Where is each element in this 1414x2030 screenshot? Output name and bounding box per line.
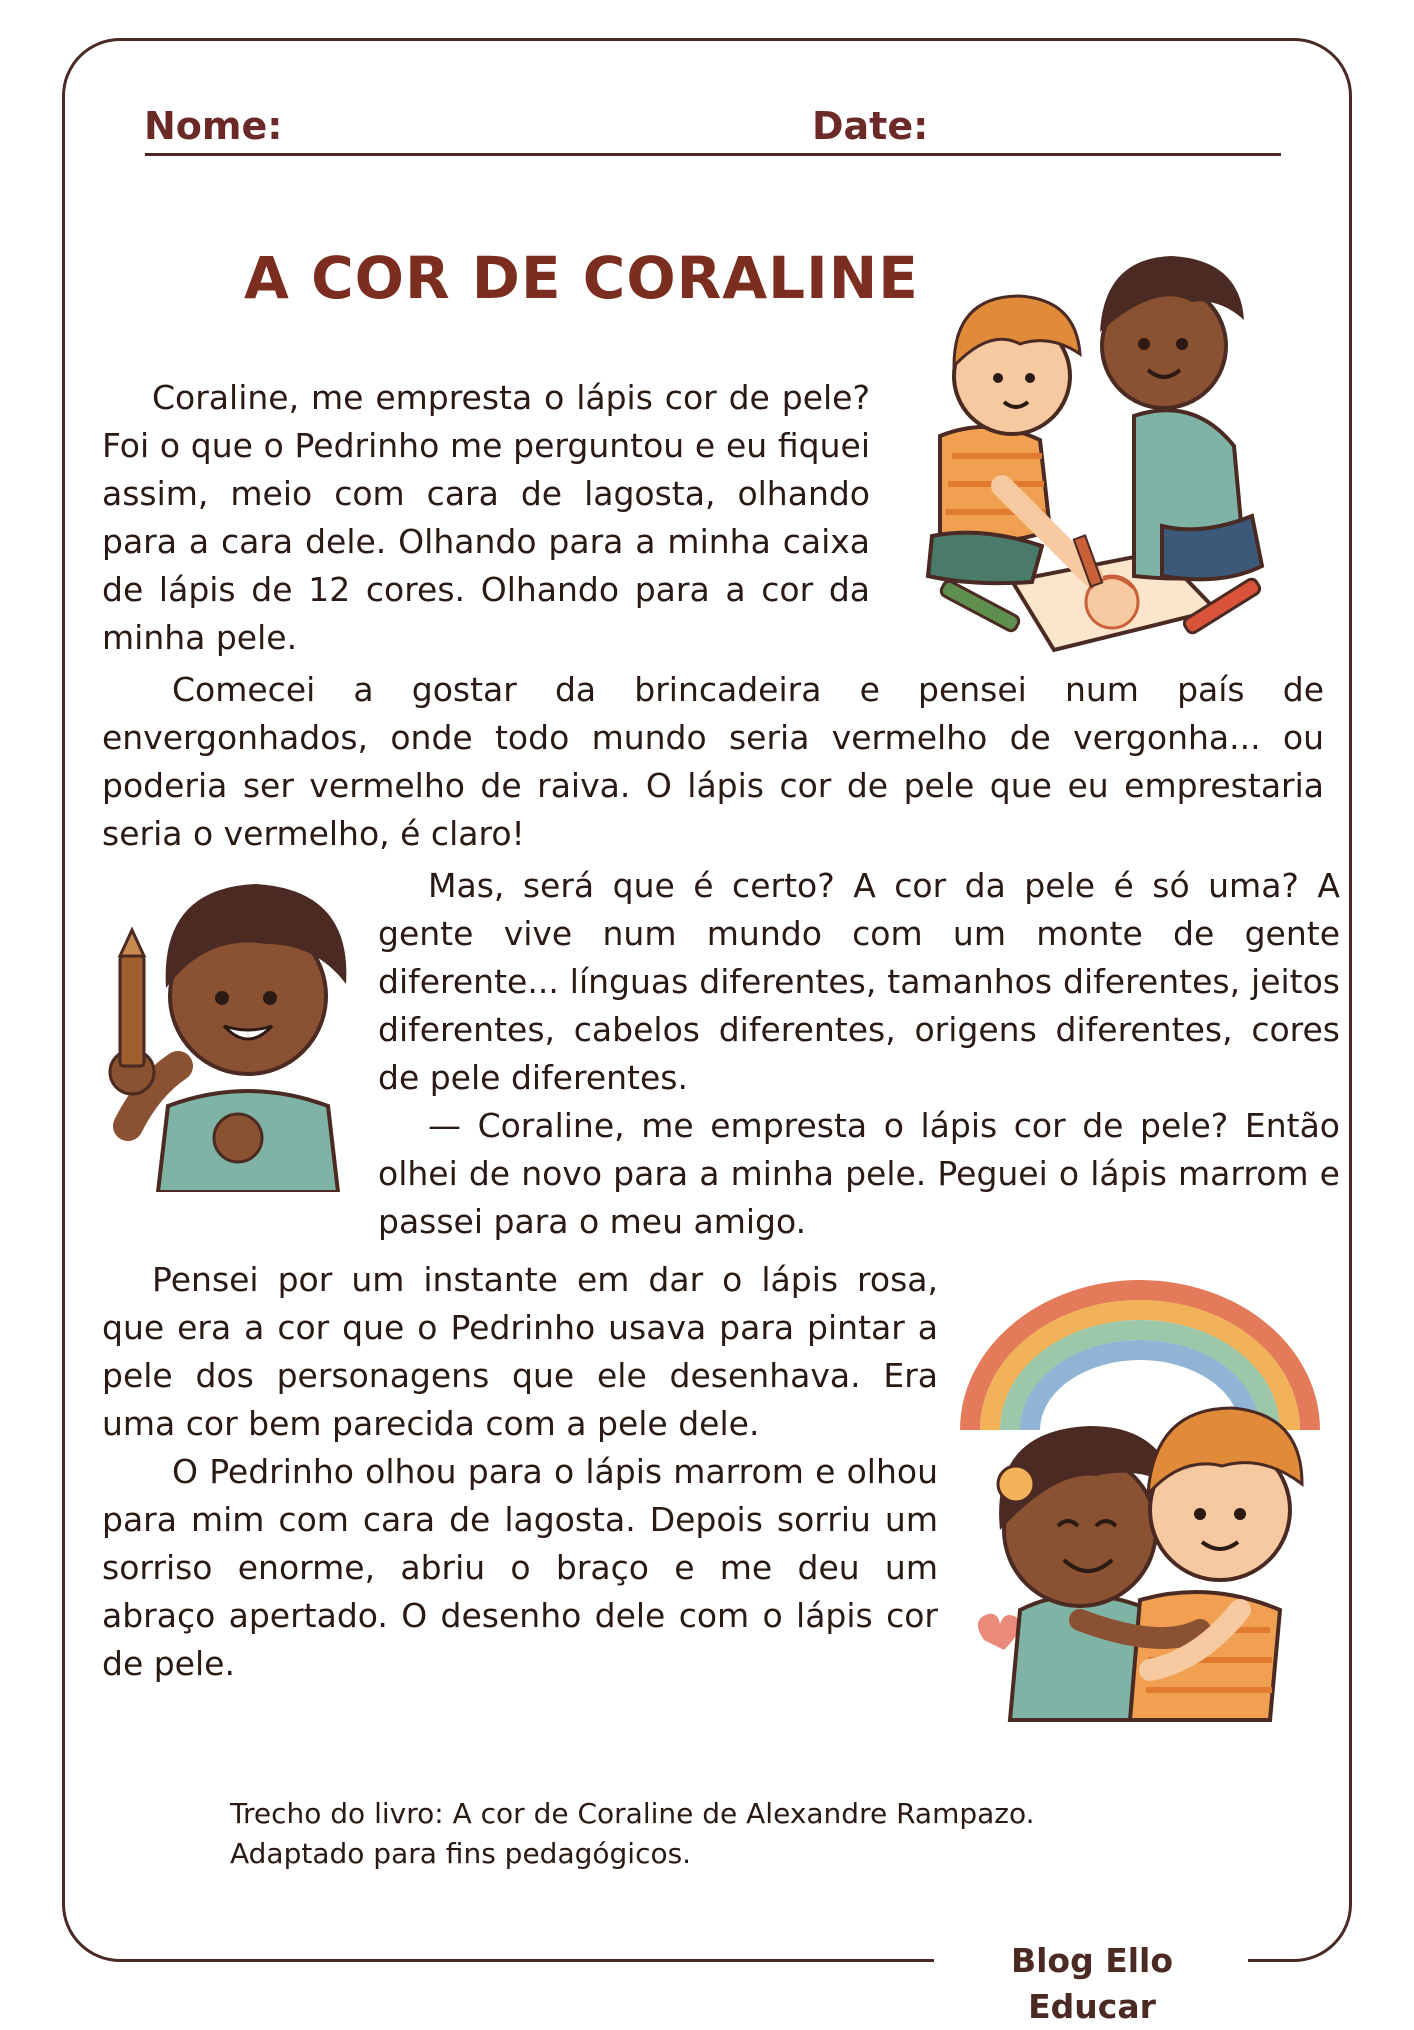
paragraph-2-block <box>102 666 1324 858</box>
boy-holding-crayon-illustration <box>98 876 374 1192</box>
two-kids-drawing-illustration <box>912 236 1292 656</box>
story-title: A COR DE CORALINE <box>244 244 919 312</box>
kids-hugging-rainbow-illustration <box>940 1280 1340 1740</box>
footer-brand: Blog Ello Educar <box>1010 1941 1174 2026</box>
credit-line-1: Trecho do livro: A cor de Coraline de Alexandre Rampazo. <box>230 1797 1035 1830</box>
book-credit <box>230 1794 1130 1874</box>
paragraph-6: O Pedrinho olhou para o lápis marrom e olhou para mim com cara de lagosta. Depois sorriu um sorriso enorme, abriu o braço e me deu um abraço apertado. O desenho dele com o lápis cor de pele. <box>102 1452 938 1683</box>
paragraph-4: — Coraline, me empresta o lápis cor de pele? Então olhei de novo para a minha pele. Peguei o lápis marrom e passei para o meu amigo. <box>378 1106 1340 1241</box>
paragraph-1-block <box>102 374 870 662</box>
paragraph-5-block <box>102 1256 938 1688</box>
name-label: Nome: <box>144 104 283 148</box>
paragraph-5: Pensei por um instante em dar o lápis rosa, que era a cor que o Pedrinho usava para pintar a pele dos personagens que ele desenhava. Era uma cor bem parecida com a pele dele. <box>102 1260 938 1443</box>
paragraph-3-block <box>378 862 1340 1246</box>
paragraph-3: Mas, será que é certo? A cor da pele é só uma? A gente vive num mundo com um monte de gente diferente... línguas diferentes, tamanhos diferentes, jeitos diferentes, cabelos diferentes, origens diferentes, cores de pele diferentes. <box>378 866 1340 1097</box>
date-label: Date: <box>812 104 929 148</box>
paragraph-1: Coraline, me empresta o lápis cor de pele? Foi o que o Pedrinho me perguntou e eu fiquei assim, meio com cara de lagosta, olhando para a cara dele. Olhando para a minha caixa de lápis de 12 cores. Olhando para a cor da minha pele. <box>102 378 870 657</box>
credit-line-2: Adaptado para fins pedagógicos. <box>230 1837 692 1870</box>
paragraph-2: Comecei a gostar da brincadeira e pensei num país de envergonhados, onde todo mundo seria vermelho de vergonha... ou poderia ser vermelho de raiva. O lápis cor de pele que eu emprestaria seria o vermelho, é claro! <box>102 670 1324 853</box>
header-underline <box>145 153 1281 156</box>
